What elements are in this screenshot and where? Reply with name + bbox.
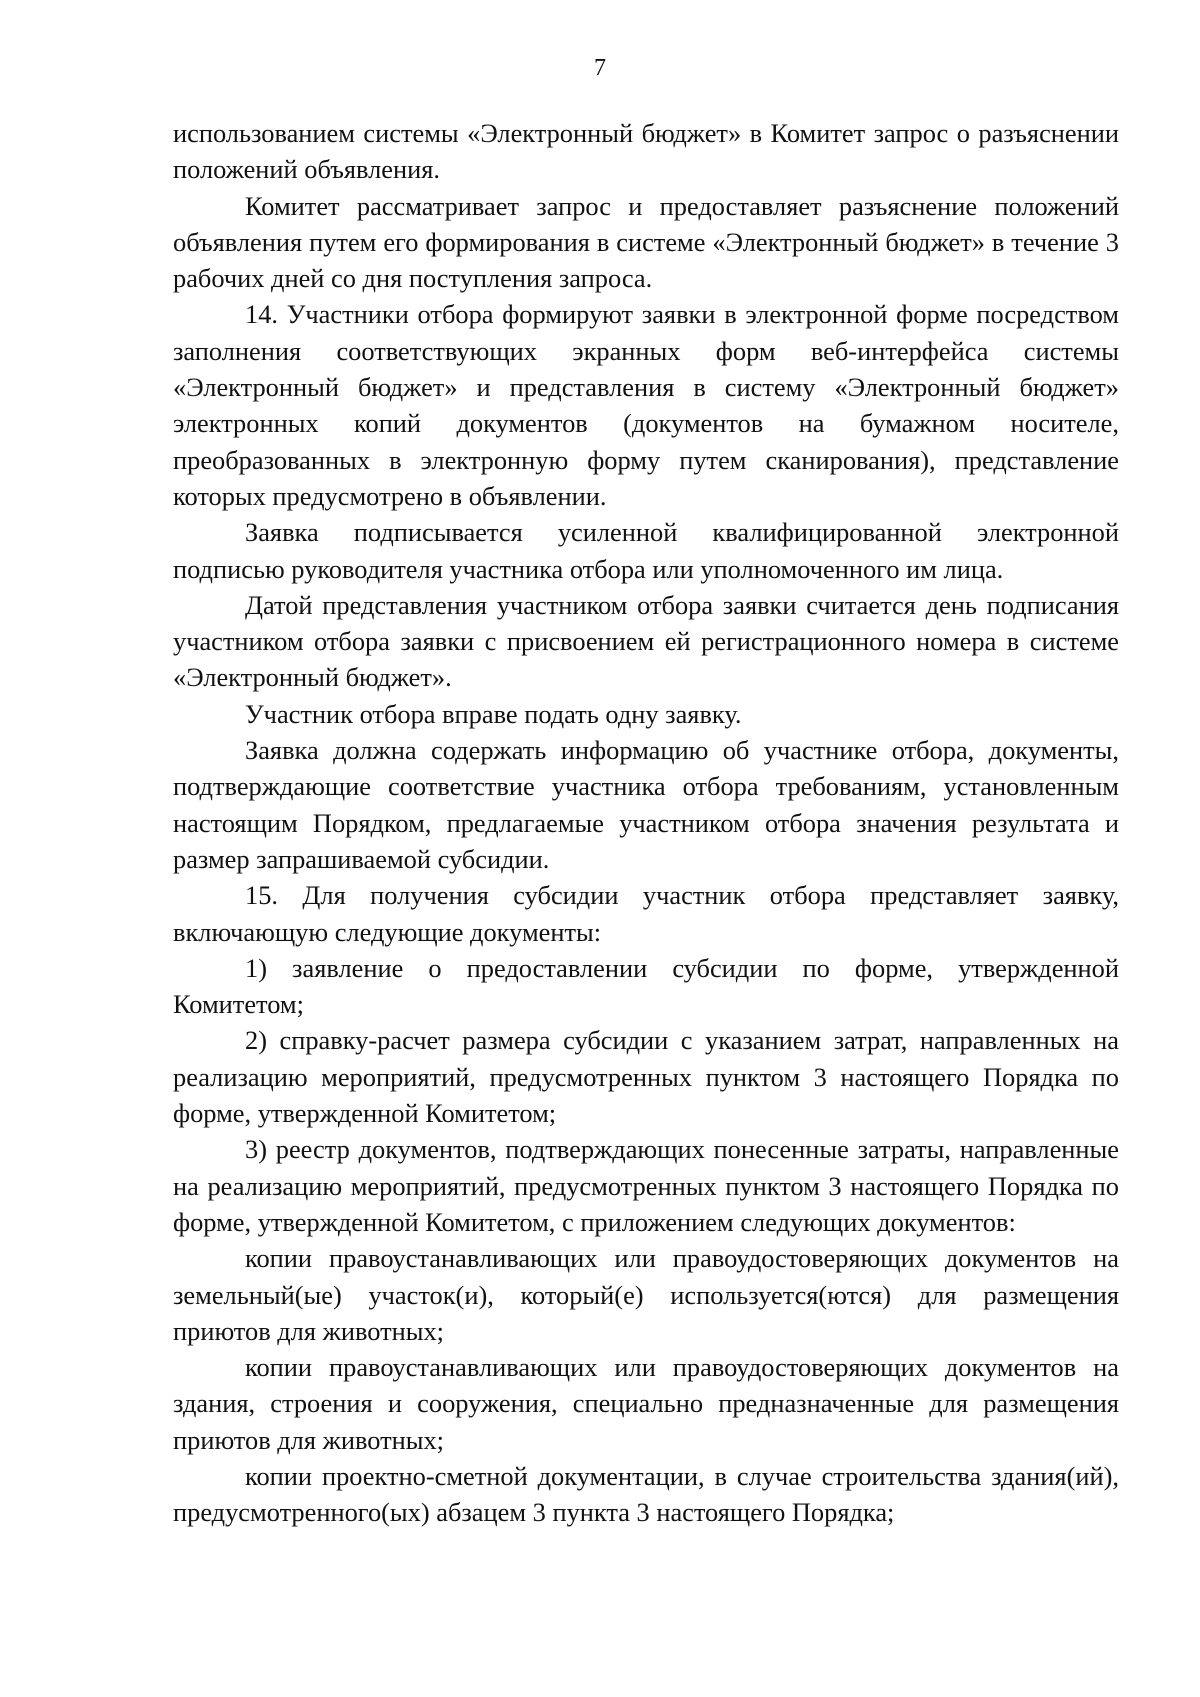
- sub-item-building-documents: копии правоустанавливающих или правоудостоверяющих документов на здания, строения и сооружения, специально предназначенные для размещения приютов для животных;: [173, 1352, 1119, 1455]
- list-item-3: 3) реестр документов, подтверждающих понесенные затраты, направленные на реализацию мероприятий, предусмотренных пунктом 3 настоящего Порядка по форме, утвержденной Комитетом, с приложением следующих документов:: [173, 1134, 1119, 1237]
- paragraph-item-15: 15. Для получения субсидии участник отбора представляет заявку, включающую следующие документы:: [173, 880, 1119, 947]
- sub-item-land-documents: копии правоустанавливающих или правоудостоверяющих документов на земельный(ые) участок(и), который(е) используется(ются) для размещения приютов для животных;: [173, 1243, 1119, 1346]
- paragraph-committee-response: Комитет рассматривает запрос и предоставляет разъяснение положений объявления путем его формирования в системе «Электронный бюджет» в течение 3 рабочих дней со дня поступления запроса.: [173, 190, 1119, 294]
- paragraph-one-application: Участник отбора вправе подать одну заявку.: [245, 698, 742, 729]
- document-body: [173, 115, 1119, 1531]
- sub-item-design-documents: копии проектно-сметной документации, в случае строительства здания(ий), предусмотренного(ых) абзацем 3 пункта 3 настоящего Порядка;: [173, 1460, 1119, 1528]
- list-item-1: 1) заявление о предоставлении субсидии по форме, утвержденной Комитетом;: [173, 952, 1119, 1020]
- paragraph-item-14: 14. Участники отбора формируют заявки в электронной форме посредством заполнения соответствующих экранных форм веб-интерфейса системы «Электронный бюджет» и представления в систему «Электронный бюджет» электронных копий документов (документов на бумажном носителе, преобразованных в электронную форму путем сканирования), представление которых предусмотрено в объявлении.: [173, 299, 1119, 511]
- paragraph-submission-date: Датой представления участником отбора заявки считается день подписания участником отбора заявки с присвоением ей регистрационного номера в системе «Электронный бюджет».: [173, 589, 1119, 693]
- list-item-2: 2) справку-расчет размера субсидии с указанием затрат, направленных на реализацию мероприятий, предусмотренных пунктом 3 настоящего Порядка по форме, утвержденной Комитетом;: [173, 1025, 1119, 1129]
- paragraph-continuation: использованием системы «Электронный бюджет» в Комитет запрос о разъяснении положений объявления.: [173, 118, 1119, 185]
- paragraph-application-content: Заявка должна содержать информацию об участнике отбора, документы, подтверждающие соответствие участника отбора требованиям, установленным настоящим Порядком, предлагаемые участником отбора значения результата и размер запрашиваемой субсидии.: [173, 735, 1119, 874]
- paragraph-signature: Заявка подписывается усиленной квалифицированной электронной подписью руководителя участника отбора или уполномоченного им лица.: [173, 517, 1119, 584]
- page-number: 7: [594, 55, 606, 81]
